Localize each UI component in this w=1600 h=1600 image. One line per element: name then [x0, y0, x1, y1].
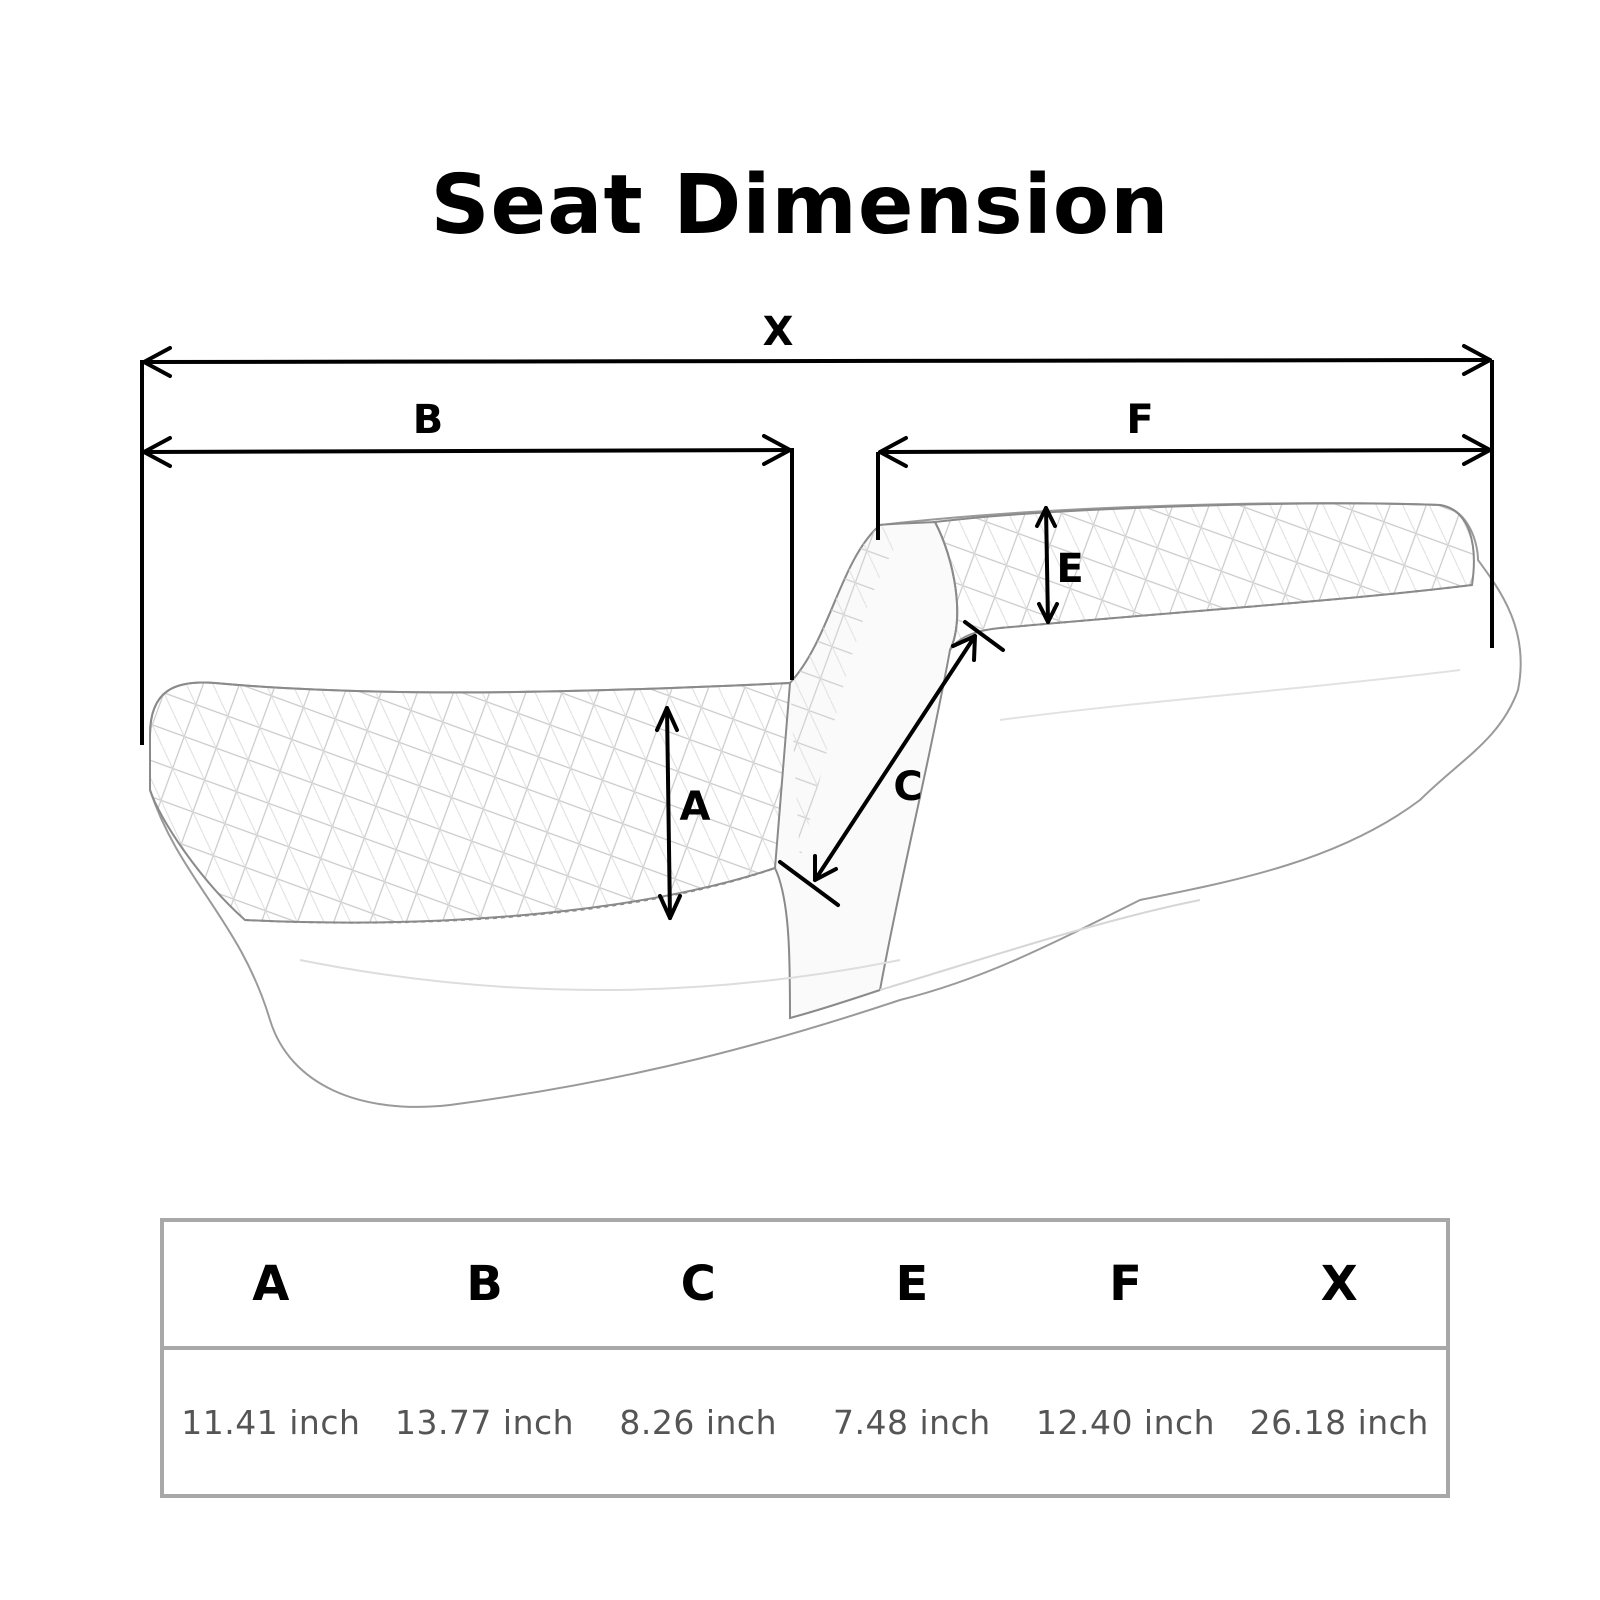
dimension-label-a: A	[679, 784, 711, 830]
page-title: Seat Dimension	[430, 158, 1170, 253]
header-e: E	[895, 1256, 929, 1312]
seat-illustration	[150, 503, 1521, 1107]
dimension-label-c: C	[893, 764, 923, 810]
value-x: 26.18 inch	[1249, 1402, 1429, 1442]
dimension-label-b: B	[412, 397, 444, 443]
dimension-table	[160, 1218, 1450, 1498]
value-c: 8.26 inch	[619, 1402, 777, 1442]
dimension-label-x: X	[762, 309, 794, 355]
dimension-label-f: F	[1126, 397, 1154, 443]
header-f: F	[1109, 1256, 1142, 1312]
dimension-f	[880, 436, 1490, 466]
dimension-table-row	[164, 1350, 1446, 1494]
dimension-label-e: E	[1056, 546, 1084, 592]
header-a: A	[252, 1256, 290, 1312]
header-b: B	[466, 1256, 503, 1312]
dimension-x	[144, 346, 1490, 376]
dimension-b	[144, 436, 790, 466]
value-a: 11.41 inch	[181, 1402, 361, 1442]
value-b: 13.77 inch	[394, 1402, 575, 1442]
header-x: X	[1320, 1256, 1358, 1312]
value-e: 7.48 inch	[833, 1402, 991, 1442]
header-c: C	[680, 1256, 716, 1312]
dimension-table-header	[164, 1222, 1446, 1350]
value-f: 12.40 inch	[1035, 1402, 1216, 1442]
